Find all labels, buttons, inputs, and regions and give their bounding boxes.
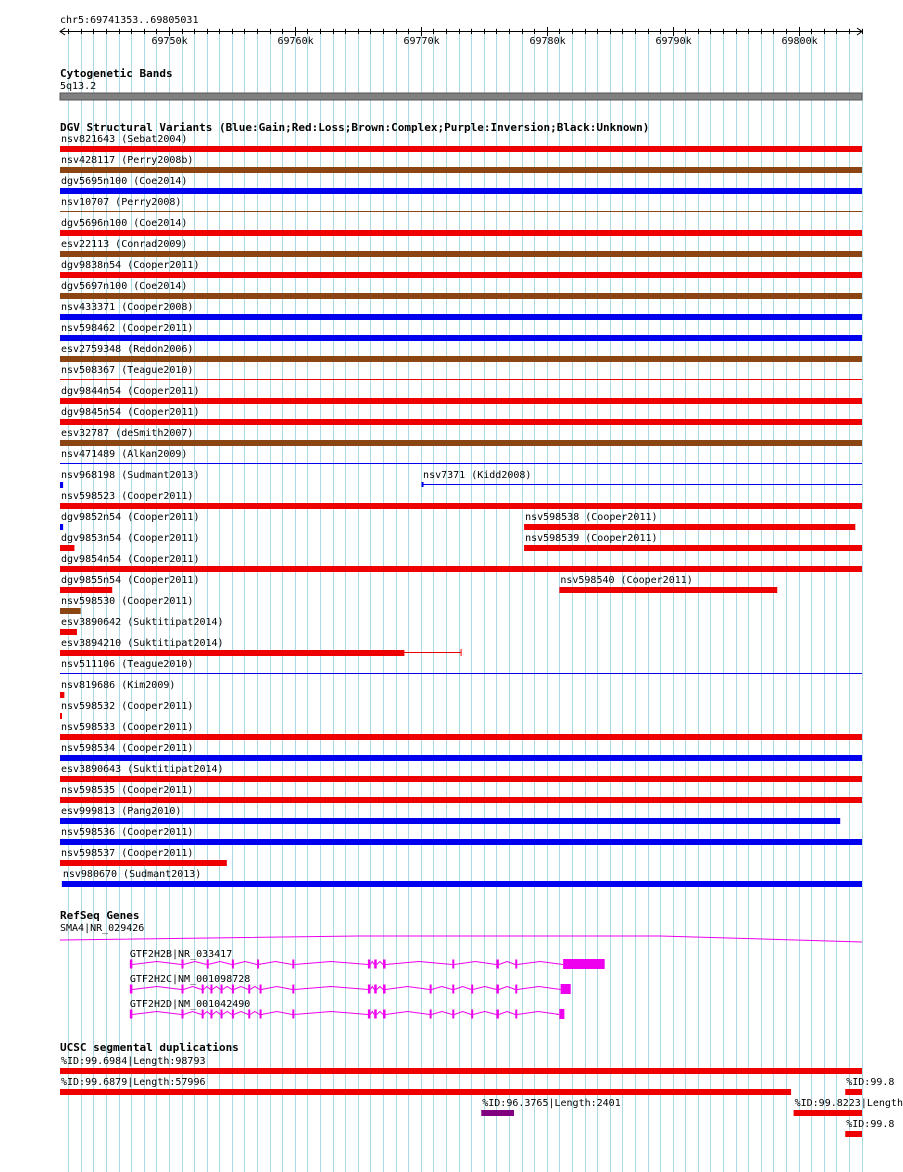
- refseq-intron: [454, 987, 471, 990]
- refseq-exon: [471, 1010, 473, 1019]
- dgv-variant-label: esv3890642 (Suktitipat2014): [61, 617, 224, 628]
- refseq-intron: [234, 987, 248, 990]
- dgv-variant: [60, 734, 862, 740]
- refseq-intron: [208, 962, 232, 965]
- dgv-variant-label: dgv9852n54 (Cooper2011): [61, 512, 200, 523]
- refseq-exon: [232, 960, 234, 969]
- ruler-tick-label: 69780k: [529, 36, 566, 47]
- refseq-exon: [496, 1010, 499, 1019]
- segdup-feature: [845, 1068, 862, 1074]
- refseq-exon: [182, 1010, 184, 1019]
- dgv-variant-label: esv3894210 (Suktitipat2014): [61, 638, 224, 649]
- dgv-variant-label: esv32787 (deSmith2007): [61, 428, 194, 439]
- refseq-exon: [383, 1010, 386, 1019]
- refseq-exon: [374, 960, 377, 969]
- dgv-variant: [60, 335, 862, 341]
- dgv-variant: [60, 566, 862, 572]
- refseq-exon: [496, 985, 499, 994]
- refseq-exon: [232, 1010, 234, 1019]
- refseq-exon: [202, 1010, 204, 1019]
- refseq-intron: [473, 1012, 496, 1015]
- dgv-variant: [60, 188, 862, 194]
- refseq-intron: [233, 962, 257, 965]
- dgv-variant-label: dgv5697n100 (Coe2014): [61, 281, 188, 292]
- refseq-exon: [248, 1010, 250, 1019]
- dgv-variant-label: nsv511106 (Teague2010): [61, 659, 194, 670]
- dgv-variant: [60, 146, 862, 152]
- dgv-variant: [60, 545, 74, 551]
- refseq-exon: [202, 985, 204, 994]
- dgv-variant: [60, 356, 862, 362]
- refseq-exon: [383, 985, 386, 994]
- refseq-gene-label: GTF2H2B|NR_033417: [129, 949, 233, 960]
- refseq-intron: [132, 962, 181, 965]
- refseq-exon: [182, 960, 184, 969]
- dgv-variant-label: esv22113 (Conrad2009): [61, 239, 188, 250]
- dgv-variant-label: nsv428117 (Perry2008b): [61, 155, 194, 166]
- dgv-variant-label: dgv5695n100 (Coe2014): [61, 176, 188, 187]
- segdup-feature-label: %ID:99.8: [846, 1119, 895, 1130]
- refseq-gene-label: GTF2H2C|NM_001098728: [129, 974, 251, 985]
- dgv-variant-label: nsv819686 (Kim2009): [61, 680, 176, 691]
- refseq-exon: [130, 1010, 133, 1019]
- dgv-variant: [60, 776, 862, 782]
- refseq-exon: [210, 985, 212, 994]
- refseq-intron: [386, 987, 430, 990]
- dgv-variant-label: nsv968198 (Sudmant2013): [61, 470, 200, 481]
- dgv-variant-label: nsv598535 (Cooper2011): [61, 785, 194, 796]
- refseq-exon: [368, 1010, 371, 1019]
- segdup-feature: [845, 1131, 862, 1137]
- refseq-exon: [515, 985, 517, 994]
- segdup-feature: [794, 1110, 862, 1116]
- dgv-variant: [60, 713, 62, 719]
- segdup-feature: [481, 1110, 514, 1116]
- dgv-variant-label: dgv9845n54 (Cooper2011): [61, 407, 200, 418]
- dgv-variant-label: nsv598536 (Cooper2011): [61, 827, 194, 838]
- refseq-intron: [261, 987, 292, 990]
- segdup-feature: [60, 1089, 791, 1095]
- refseq-intron: [132, 987, 181, 990]
- dgv-variant-label: esv999813 (Pang2010): [61, 806, 182, 817]
- dgv-variant: [62, 881, 862, 887]
- dgv-variant: [60, 272, 862, 278]
- dgv-variant-label: nsv598537 (Cooper2011): [61, 848, 194, 859]
- ruler-tick-label: 69750k: [151, 36, 188, 47]
- refseq-exon: [515, 960, 517, 969]
- refseq-exon: [257, 960, 259, 969]
- refseq-intron: [454, 1012, 471, 1015]
- segdup-feature-label: %ID:99.8223|Length: [794, 1098, 903, 1109]
- refseq-exon: [374, 1010, 377, 1019]
- refseq-intron: [183, 1012, 201, 1015]
- refseq-exon: [368, 985, 371, 994]
- refseq-intron: [517, 1012, 559, 1015]
- dgv-variant: [524, 545, 862, 551]
- refseq-exon: [248, 985, 250, 994]
- refseq-exon: [182, 985, 184, 994]
- refseq-intron: [370, 987, 374, 990]
- dgv-variant: [524, 524, 855, 530]
- dgv-variant-label: nsv7371 (Kidd2008): [423, 470, 532, 481]
- refseq-exon: [430, 1010, 432, 1019]
- refseq-intron: [377, 987, 383, 990]
- dgv-variant: [559, 587, 777, 593]
- refseq-exon: [260, 985, 262, 994]
- segdup-feature-label: %ID:99.6879|Length:57996: [61, 1077, 206, 1088]
- segdup-track-title: UCSC segmental duplications: [60, 1041, 239, 1054]
- refseq-span-gene: [60, 936, 862, 942]
- refseq-exon: [452, 1010, 454, 1019]
- dgv-variant-label: esv2759348 (Redon2006): [61, 344, 194, 355]
- refseq-exon: [130, 960, 133, 969]
- dgv-variant: [60, 797, 862, 803]
- refseq-exon: [471, 985, 473, 994]
- refseq-intron: [386, 962, 453, 965]
- dgv-variant: [60, 167, 862, 173]
- dgv-variant-label: nsv10707 (Perry2008): [61, 197, 182, 208]
- refseq-exon: [452, 960, 454, 969]
- dgv-variant: [60, 398, 862, 404]
- refseq-intron: [499, 987, 515, 990]
- dgv-variant-label: nsv598534 (Cooper2011): [61, 743, 194, 754]
- refseq-exon: [292, 1010, 294, 1019]
- dgv-variant: [60, 818, 840, 824]
- dgv-variant-label: nsv821643 (Sebat2004): [61, 134, 188, 145]
- dgv-variant: [60, 440, 862, 446]
- refseq-intron: [432, 987, 453, 990]
- refseq-exon: [561, 984, 571, 994]
- ruler-tick-label: 69760k: [277, 36, 314, 47]
- refseq-intron: [294, 1012, 368, 1015]
- cytoband-track-title: Cytogenetic Bands: [60, 67, 173, 80]
- dgv-variant-label: nsv598462 (Cooper2011): [61, 323, 194, 334]
- refseq-intron: [499, 962, 515, 965]
- dgv-variant-label: dgv9853n54 (Cooper2011): [61, 533, 200, 544]
- segdup-feature-label: %ID:99.6984|Length:98793: [61, 1056, 206, 1067]
- refseq-intron: [454, 962, 496, 965]
- refseq-intron: [377, 1012, 383, 1015]
- ruler-range-label: chr5:69741353..69805031: [60, 15, 199, 26]
- refseq-intron: [294, 987, 368, 990]
- cytoband-label: 5q13.2: [60, 81, 97, 92]
- refseq-intron: [517, 987, 560, 990]
- refseq-intron: [517, 962, 563, 965]
- refseq-exon: [210, 1010, 212, 1019]
- refseq-exon: [374, 985, 377, 994]
- dgv-variant: [60, 839, 862, 845]
- refseq-intron: [370, 1012, 374, 1015]
- refseq-intron: [204, 1012, 211, 1015]
- dgv-variant-label: dgv9854n54 (Cooper2011): [61, 554, 200, 565]
- ruler-tick-label: 69770k: [403, 36, 440, 47]
- dgv-variant: [60, 860, 227, 866]
- dgv-variant: [60, 524, 63, 530]
- dgv-variant: [60, 293, 862, 299]
- dgv-variant-label: nsv598533 (Cooper2011): [61, 722, 194, 733]
- dgv-variant-label: nsv598530 (Cooper2011): [61, 596, 194, 607]
- dgv-variant-label: dgv9855n54 (Cooper2011): [61, 575, 200, 586]
- dgv-variant-label: nsv980670 (Sudmant2013): [62, 869, 202, 880]
- ruler-tick-label: 69800k: [781, 36, 818, 47]
- dgv-track-title: DGV Structural Variants (Blue:Gain;Red:Loss;Brown:Complex;Purple:Inversion;Black:Unknown): [60, 121, 650, 134]
- refseq-intron: [212, 1012, 220, 1015]
- dgv-variant: [60, 314, 862, 320]
- dgv-variant-label: dgv5696n100 (Coe2014): [61, 218, 188, 229]
- dgv-variant: [60, 230, 862, 236]
- dgv-variant-label: esv3890643 (Suktitipat2014): [61, 764, 224, 775]
- refseq-exon: [563, 959, 605, 969]
- refseq-intron: [222, 987, 231, 990]
- refseq-intron: [183, 987, 201, 990]
- dgv-variant: [60, 629, 77, 635]
- dgv-variant-label: nsv508367 (Teague2010): [61, 365, 194, 376]
- dgv-variant: [60, 251, 862, 257]
- dgv-variant-label: nsv598540 (Cooper2011): [560, 575, 693, 586]
- refseq-intron: [204, 987, 211, 990]
- cytoband-bar: [60, 93, 862, 100]
- refseq-exon: [207, 960, 209, 969]
- dgv-variant: [60, 419, 862, 425]
- refseq-exon: [130, 985, 133, 994]
- ruler-tick-label: 69790k: [655, 36, 692, 47]
- refseq-intron: [499, 1012, 515, 1015]
- refseq-intron: [250, 987, 259, 990]
- refseq-intron: [473, 987, 496, 990]
- refseq-intron: [377, 962, 383, 965]
- dgv-variant: [60, 692, 64, 698]
- dgv-variant-label: nsv598523 (Cooper2011): [61, 491, 194, 502]
- refseq-intron: [370, 962, 374, 965]
- refseq-exon: [232, 985, 234, 994]
- refseq-exon: [292, 985, 294, 994]
- dgv-variant-label: dgv9844n54 (Cooper2011): [61, 386, 200, 397]
- refseq-exon: [430, 985, 432, 994]
- dgv-variant: [60, 608, 81, 614]
- refseq-exon: [221, 1010, 223, 1019]
- refseq-exon: [515, 1010, 517, 1019]
- segdup-feature-label: %ID:99.8: [846, 1077, 895, 1088]
- refseq-intron: [183, 962, 206, 965]
- refseq-intron: [234, 1012, 248, 1015]
- dgv-variant-label: dgv9838n54 (Cooper2011): [61, 260, 200, 271]
- segdup-feature: [60, 1068, 862, 1074]
- dgv-variant-label: nsv598532 (Cooper2011): [61, 701, 194, 712]
- refseq-intron: [250, 1012, 259, 1015]
- segdup-feature-label: %ID:96.3765|Length:2401: [482, 1098, 621, 1109]
- refseq-intron: [212, 987, 220, 990]
- refseq-intron: [222, 1012, 231, 1015]
- dgv-variant: [60, 482, 63, 488]
- refseq-intron: [258, 962, 292, 965]
- refseq-exon: [292, 960, 294, 969]
- dgv-variant-label: nsv433371 (Cooper2008): [61, 302, 194, 313]
- refseq-intron: [261, 1012, 292, 1015]
- dgv-variant: [60, 755, 862, 761]
- dgv-variant-label: nsv598538 (Cooper2011): [525, 512, 658, 523]
- refseq-exon: [383, 960, 386, 969]
- refseq-exon: [452, 985, 454, 994]
- refseq-gene-label: GTF2H2D|NM_001042490: [129, 999, 251, 1010]
- refseq-track-title: RefSeq Genes: [60, 909, 140, 922]
- refseq-span-gene-label: SMA4|NR_029426: [60, 923, 145, 934]
- segdup-feature: [845, 1089, 862, 1095]
- dgv-variant: [60, 650, 404, 656]
- dgv-variant-label: nsv598539 (Cooper2011): [525, 533, 658, 544]
- dgv-variant-label: nsv471489 (Alkan2009): [61, 449, 188, 460]
- refseq-intron: [132, 1012, 181, 1015]
- refseq-intron: [432, 1012, 453, 1015]
- refseq-exon: [496, 960, 499, 969]
- refseq-exon: [368, 960, 371, 969]
- refseq-intron: [294, 962, 368, 965]
- refseq-intron: [386, 1012, 430, 1015]
- dgv-variant: [60, 587, 112, 593]
- refseq-exon: [260, 1010, 262, 1019]
- refseq-exon: [221, 985, 223, 994]
- dgv-variant: [60, 503, 862, 509]
